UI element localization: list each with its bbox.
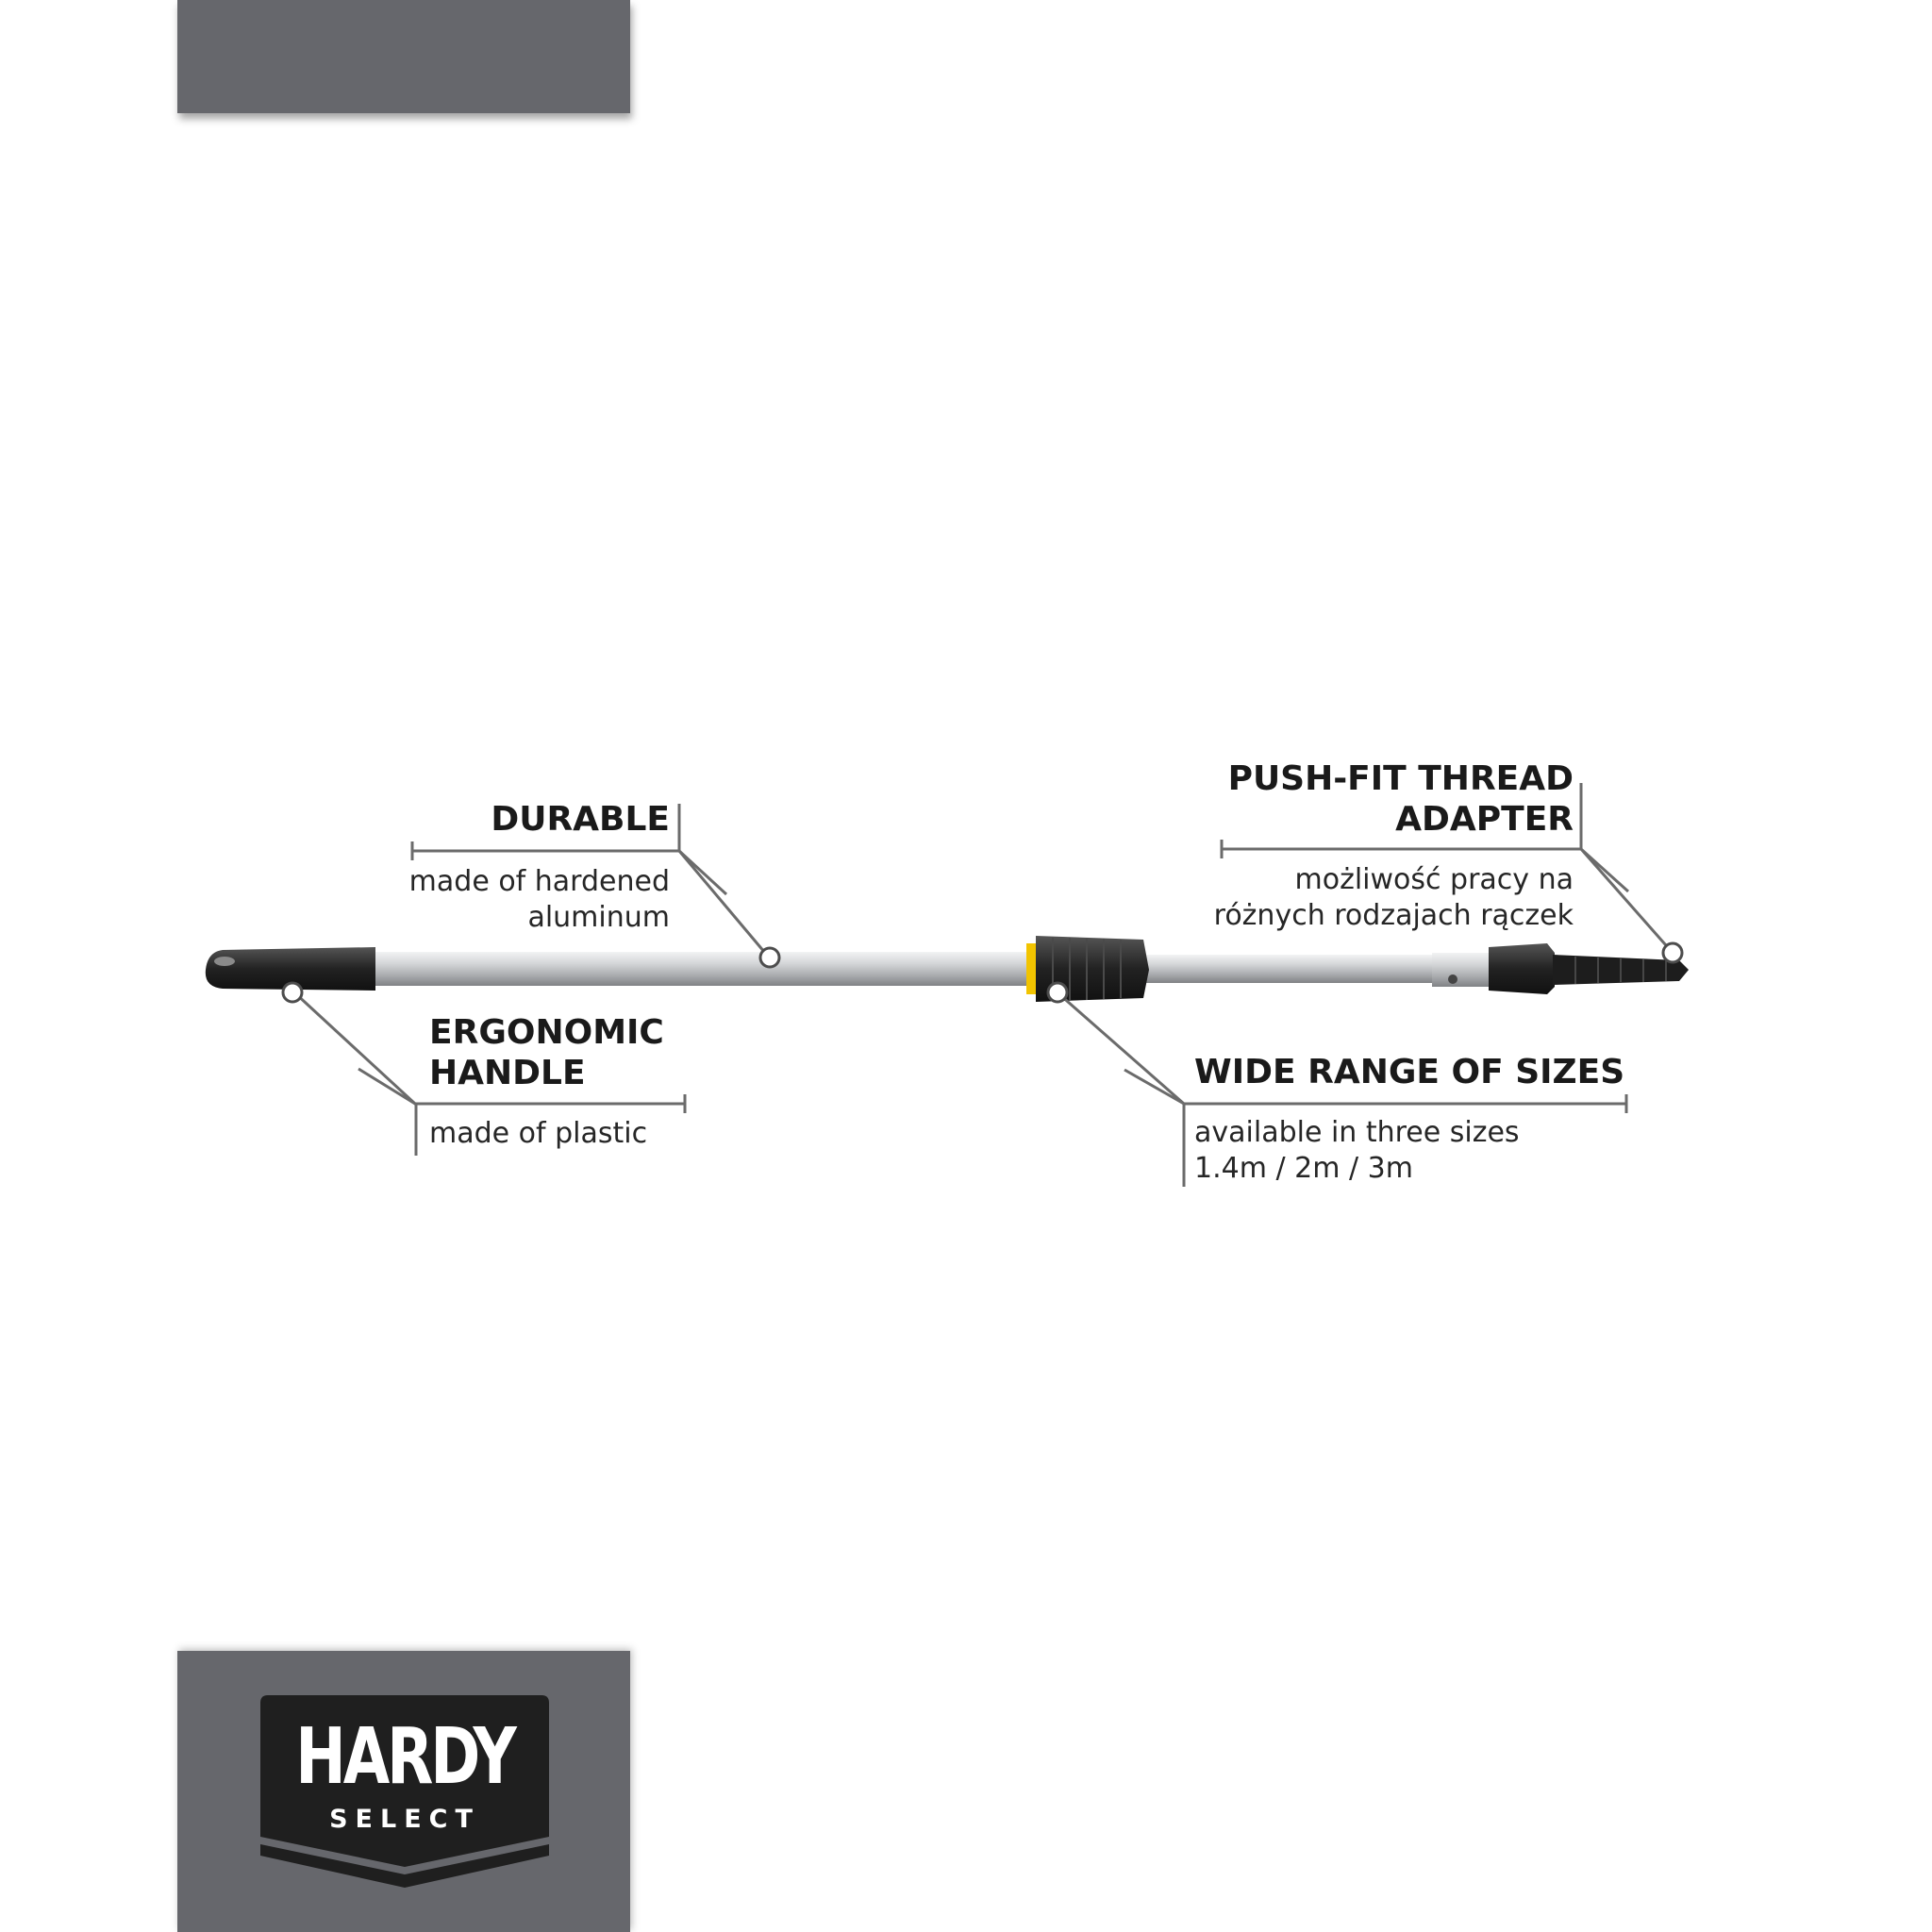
callout-ergonomic-dot: [283, 983, 302, 1002]
durable-description: made of hardened aluminum: [408, 865, 670, 934]
aluminum-tube: [366, 952, 1041, 986]
logo-wordmark: HARDY: [295, 1712, 514, 1802]
adapter-title: PUSH-FIT THREAD ADAPTER: [1227, 759, 1574, 839]
adapter-grip: [1489, 943, 1555, 994]
adapter-sleeve: [1432, 953, 1489, 987]
callout-durable-dot: [760, 948, 779, 967]
durable-title: DURABLE: [491, 800, 670, 839]
brand-panel: [177, 1651, 630, 1932]
callout-adapter-dot: [1663, 943, 1682, 962]
hardy-select-logo: [260, 1695, 549, 1893]
callout-sizes-dot: [1048, 983, 1067, 1002]
adapter-description: możliwość pracy na różnych rodzajach rączek: [1213, 863, 1574, 932]
sizes-description: available in three sizes 1.4m / 2m / 3m: [1194, 1116, 1520, 1185]
extension-tube: [1145, 955, 1441, 983]
ergonomic-title: ERGONOMIC HANDLE: [429, 1013, 664, 1092]
ergonomic-description: made of plastic: [429, 1117, 648, 1150]
sizes-title: WIDE RANGE OF SIZES: [1194, 1053, 1625, 1091]
logo-subline: SELECT: [329, 1805, 480, 1834]
